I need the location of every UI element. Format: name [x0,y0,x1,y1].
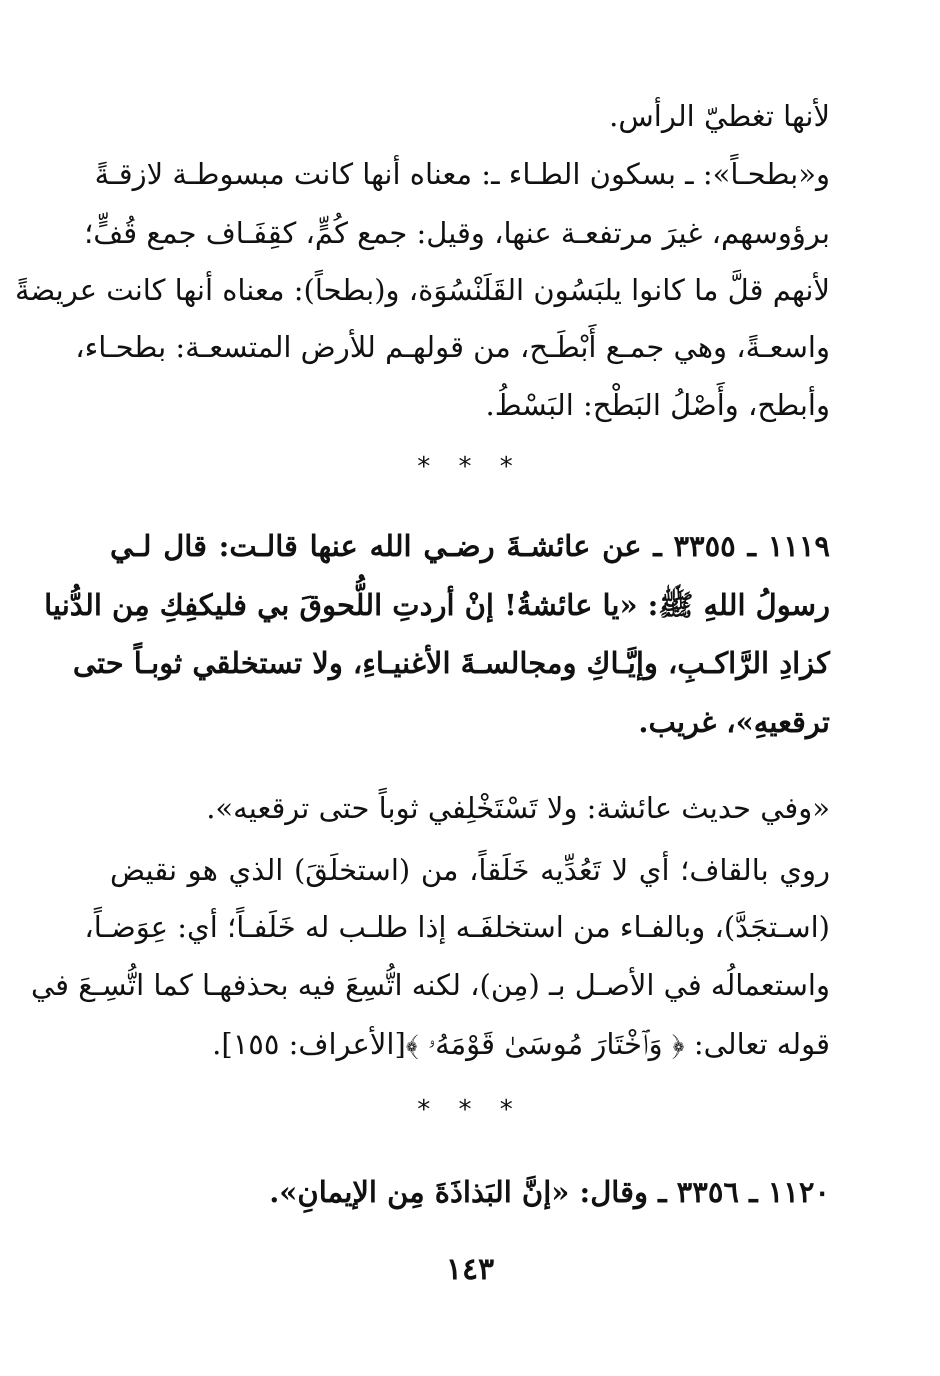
text-line: قوله تعالى: ﴿ وَٱخْتَارَ مُوسَىٰ قَوْمَهُۥ ﴾[الأعراف: ١٥٥]. [212,1027,830,1061]
page-number: ١٤٣ [445,1252,495,1287]
hadith-line: ١١٢٠ ـ ٣٣٥٦ ـ وقال: «إنَّ البَذاذَةَ مِن الإيمانِ». [269,1175,830,1209]
hadith-line: رسولُ اللهِ ﷺ: «يا عائشةُ! إنْ أردتِ اللُّحوقَ بي فليكفِكِ مِن الدُّنيا [44,588,830,622]
section-separator: * * * [417,452,523,482]
text-line: واسعـةً، وهي جمـع أَبْطَـح، من قولهـم للأرض المتسعـة: بطحـاء، [75,330,830,364]
text-line: برؤوسهم، غيرَ مرتفعـة عنها، وقيل: جمع كُمٍّ، كقِفَـاف جمع قُفٍّ؛ [84,216,830,250]
section-separator: * * * [417,1095,523,1125]
text-line: لأنهم قلَّ ما كانوا يلبَسُون القَلَنْسُوَة، و(بطحاً): معناه أنها كانت عريضةً [14,273,830,307]
hadith-line: ترقعيهِ»، غريب. [638,705,830,739]
text-line: لأنها تغطيّ الرأس. [609,99,830,133]
text-line: (اسـتجَدَّ)، وبالفـاء من استخلفَـه إذا طلـب له خَلَفـاً؛ أي: عِوَضـاً، [84,910,830,944]
text-line: و«بطحـاً»: ـ بسكون الطـاء ـ: معناه أنها كانت مبسوطـة لازقـةً [94,157,830,191]
text-line: «وفي حديث عائشة: ولا تَسْتَخْلِفي ثوباً حتى ترقعيه». [206,791,830,825]
hadith-line: كزادِ الرَّاكـبِ، وإيَّـاكِ ومجالسـةَ الأغنيـاءِ، ولا تستخلقي ثوبـاً حتى [72,646,830,680]
text-line: روي بالقاف؛ أي لا تَعُدِّيه خَلَقاً، من (استخلَقَ) الذي هو نقيض [110,853,831,887]
text-line: واستعمالُه في الأصـل بـ (مِن)، لكنه اتُّسِعَ فيه بحذفهـا كما اتُّسِـعَ في [30,968,830,1002]
text-line: وأبطح، وأَصْلُ البَطْح: البَسْطُ. [485,388,830,422]
hadith-line: ١١١٩ ـ ٣٣٥٥ ـ عن عائشـةَ رضـي الله عنها قالـت: قال لـي [110,529,830,563]
